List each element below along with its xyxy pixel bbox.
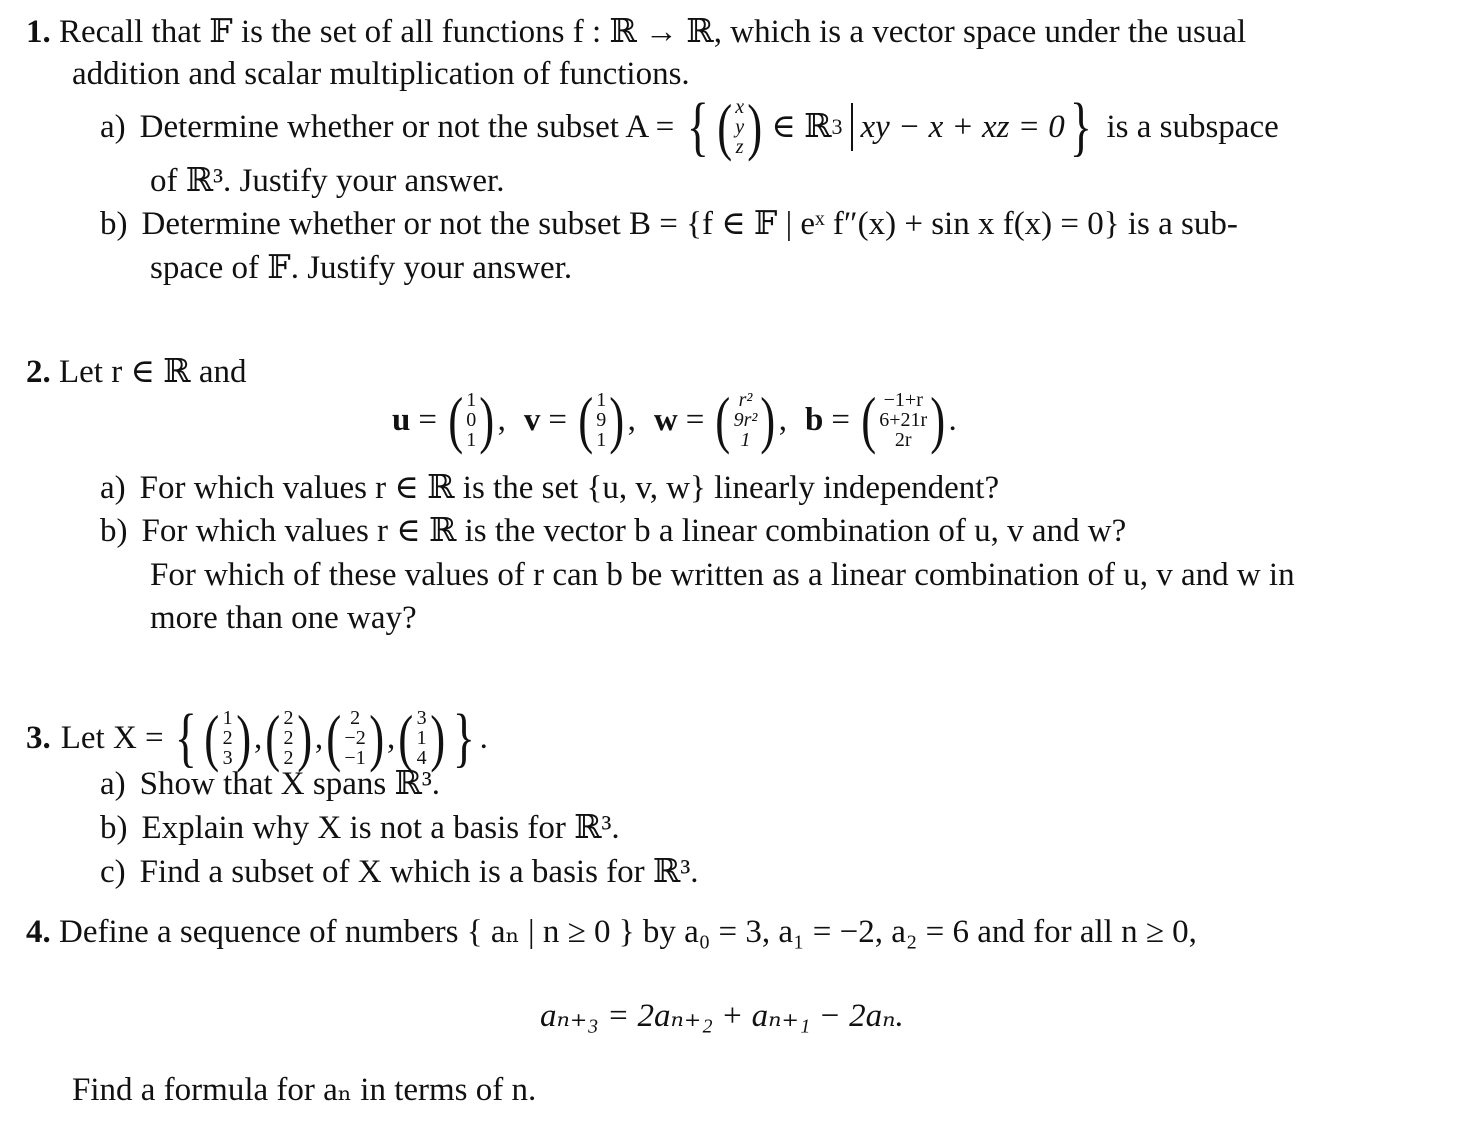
q3-a-text: Show that X spans ℝ³. xyxy=(139,766,441,802)
q3-number: 3. xyxy=(26,720,51,756)
q3-vector-4: ( 3 1 4 ) xyxy=(398,702,445,773)
q3-intro-line: 3. Let X = { ( 1 2 3 ) , ( 2 2 2 ) , ( 2 −2 −1 ) , ( 3 1 4 ) } . xyxy=(26,701,488,774)
q2-vector-b: ( −1+r 6+21r 2r ) xyxy=(861,384,946,455)
q1-a-text-after: is a subspace xyxy=(1106,109,1279,145)
q1-part-a-line1: a) Determine whether or not the subset A = { ( x y z ) ∈ ℝ 3 xy − x + xz = 0 } is a subspace xyxy=(100,90,1279,163)
q3-vector-3: ( 2 −2 −1 ) xyxy=(326,702,384,773)
q2-vector-u-name: u xyxy=(392,402,411,438)
q2-a-text: For which values r ∈ ℝ is the set {u, v, w} linearly independent? xyxy=(139,470,1000,506)
q2-vector-b-name: b xyxy=(804,402,824,438)
q4-recurrence xyxy=(540,996,904,1036)
q3-part-b xyxy=(100,808,620,848)
q3-part-c xyxy=(100,852,698,892)
q2-b-text: For which values r ∈ ℝ is the vector b a linear combination of u, v and w? xyxy=(141,513,1127,549)
q2-vector-definitions: u = ( 1 0 1 ) , v = ( 1 9 1 ) , w = ( r² 9r² 1 ) , b = ( −1+r 6+21r 2r ) . xyxy=(392,384,957,455)
q1-a-label: a) xyxy=(100,109,126,145)
q1-b-text: Determine whether or not the subset B = {f ∈ 𝔽 | eˣ f″(x) + sin x f(x) = 0} is a sub- xyxy=(141,206,1238,242)
q2-part-b xyxy=(100,511,1126,551)
q2-intro-text: Let r ∈ ℝ and xyxy=(59,354,247,390)
q3-b-text: Explain why X is not a basis for ℝ³. xyxy=(141,810,620,846)
q3-vector-1: ( 1 2 3 ) xyxy=(204,702,251,773)
q4-line1 xyxy=(26,912,1197,952)
q2-number: 2. xyxy=(26,354,51,390)
q2-b-followup-line1: For which of these values of r can b be written as a linear combination of u, v and w in xyxy=(150,557,1295,593)
q3-intro-text: Let X = xyxy=(60,720,164,756)
q2-vector-w: ( r² 9r² 1 ) xyxy=(715,384,776,455)
q1-part-b-line1 xyxy=(100,204,1238,244)
q1-intro-line1 xyxy=(26,12,1246,52)
q3-b-label: b) xyxy=(100,810,128,846)
q1-number: 1. xyxy=(26,14,51,50)
q1-set-vector-entries: x y z xyxy=(735,96,745,158)
q3-c-text: Find a subset of X which is a basis for ℝ³. xyxy=(139,854,699,890)
q1-set-vector: ( x y z ) xyxy=(717,91,763,162)
q3-c-label: c) xyxy=(100,854,126,890)
q2-intro-line xyxy=(26,352,246,392)
q1-b-label: b) xyxy=(100,206,128,242)
q4-closing: Find a formula for aₙ in terms of n. xyxy=(72,1072,537,1108)
q2-part-a xyxy=(100,468,999,508)
q2-vector-u: ( 1 0 1 ) xyxy=(448,384,495,455)
q3-a-label: a) xyxy=(100,766,126,802)
q2-b-followup-line2: more than one way? xyxy=(150,600,417,636)
q2-vector-v-name: v xyxy=(523,402,541,438)
q1-intro-text: Recall that 𝔽 is the set of all functions f : ℝ → ℝ, which is a vector space under the usual xyxy=(59,14,1247,50)
q4-number: 4. xyxy=(26,914,51,950)
q4-line1-text: Define a sequence of numbers { aₙ | n ≥ 0 } by a₀ = 3, a₁ = −2, a₂ = 6 and for all n ≥ 0, xyxy=(59,914,1197,950)
q1-intro-line2: addition and scalar multiplication of functions. xyxy=(72,56,690,92)
q2-a-label: a) xyxy=(100,470,126,506)
q1-part-a-line2: of ℝ³. Justify your answer. xyxy=(150,163,505,199)
q1-set-condition: xy − x + xz = 0 xyxy=(860,109,1065,145)
q1-part-b-line2: space of 𝔽. Justify your answer. xyxy=(150,250,573,286)
q3-part-a xyxy=(100,764,440,804)
q4-recurrence-text: aₙ₊₃ = 2aₙ₊₂ + aₙ₊₁ − 2aₙ. xyxy=(540,998,904,1034)
q2-vector-v: ( 1 9 1 ) xyxy=(578,384,625,455)
q1-set-member: ∈ ℝ xyxy=(771,109,832,145)
q3-vector-2: ( 2 2 2 ) xyxy=(265,702,312,773)
q2-vector-w-name: w xyxy=(653,402,678,438)
set-open-brace: { xyxy=(686,90,710,163)
set-separator-bar xyxy=(851,103,853,151)
q2-b-label: b) xyxy=(100,513,128,549)
set-close-brace: } xyxy=(1069,90,1092,163)
q1-a-text-before: Determine whether or not the subset A = xyxy=(139,109,675,145)
